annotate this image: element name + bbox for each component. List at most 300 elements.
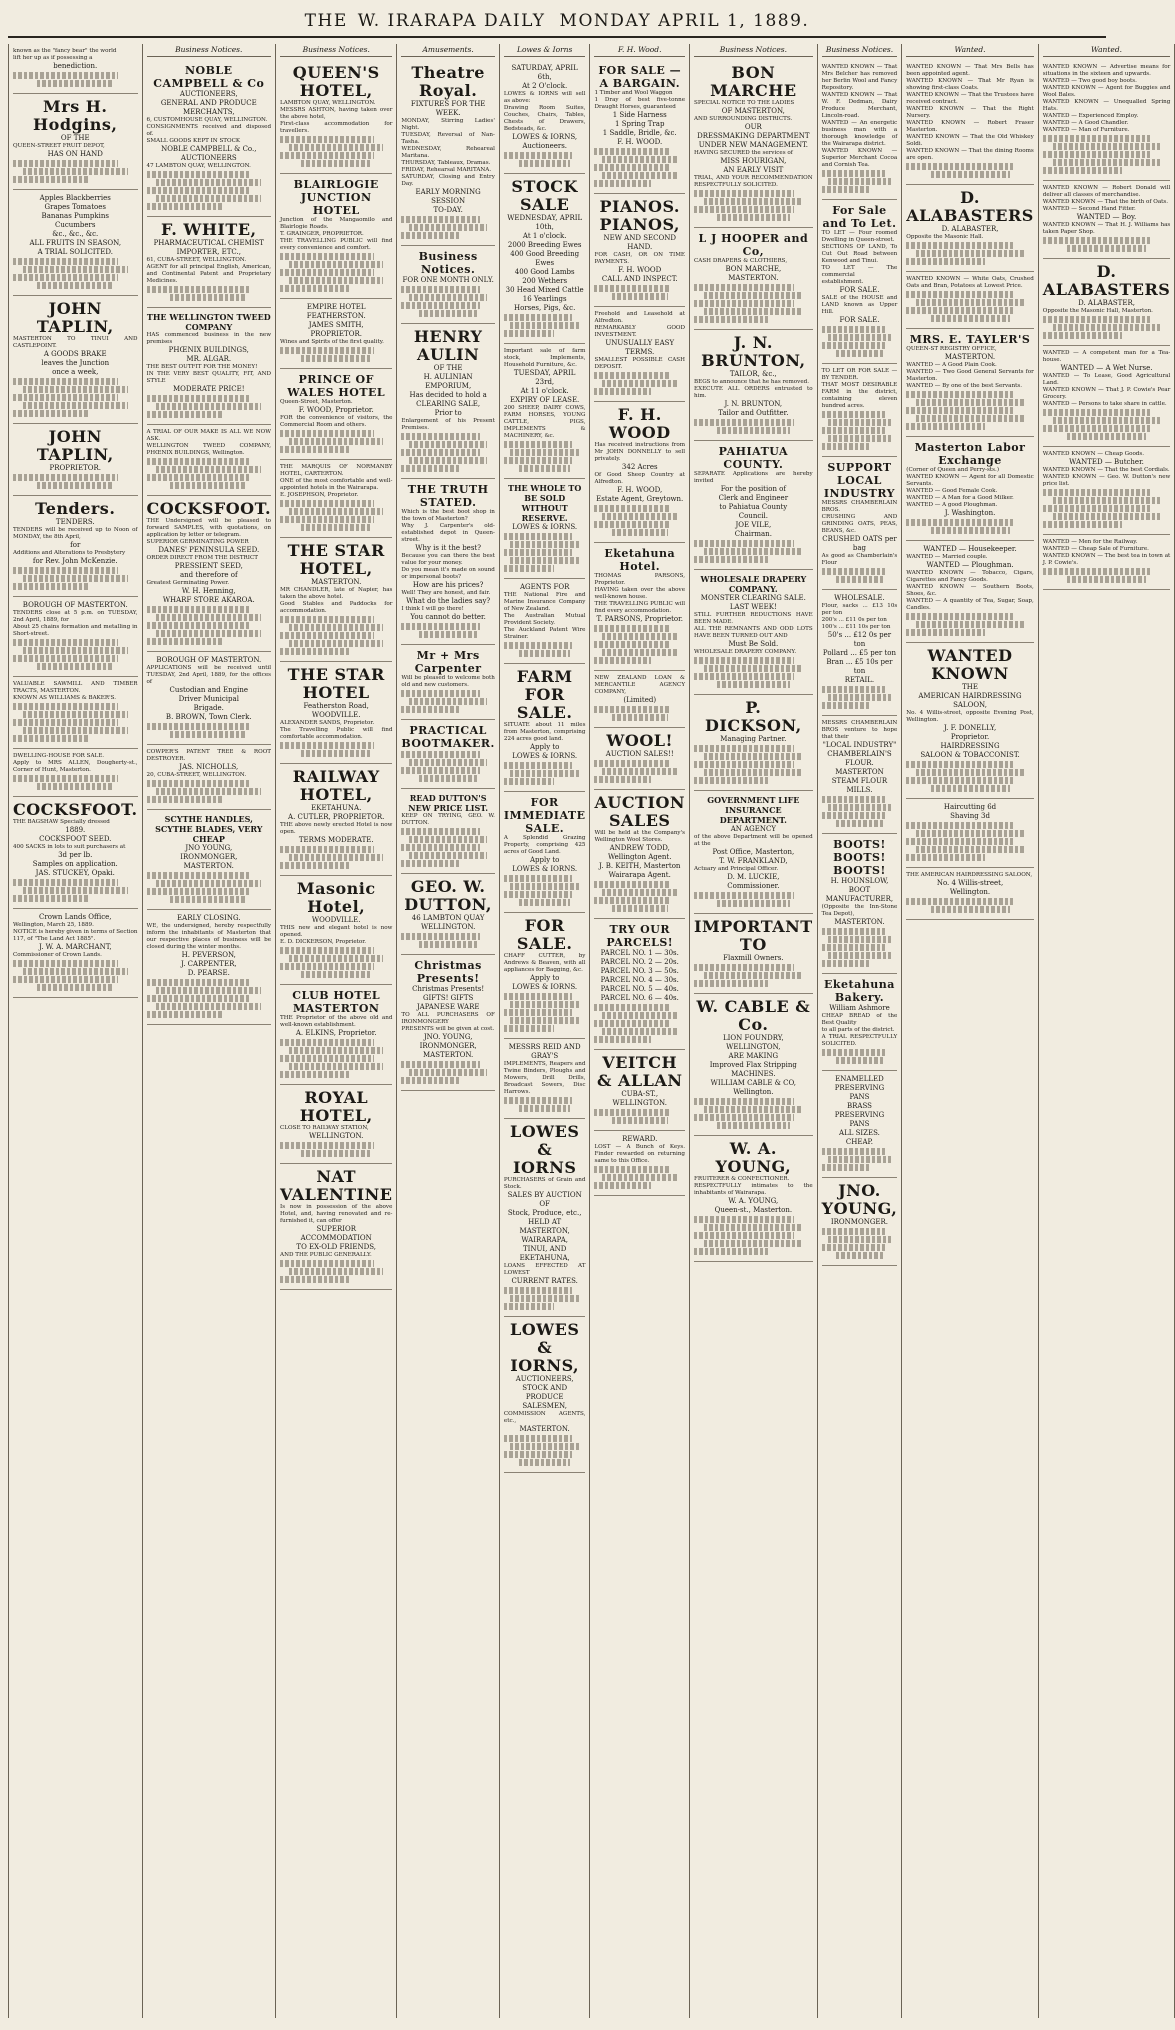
body-text-block: [13, 474, 118, 481]
body-text-block: [906, 761, 1013, 768]
body-text-block: [301, 355, 371, 362]
ad-line: 20, CUBA-STREET, WELLINGTON.: [146, 772, 247, 778]
ad-line: WANTED — By one of the best Servants.: [906, 383, 1022, 389]
body-text-block: [13, 567, 118, 574]
body-text-block: [504, 778, 555, 785]
ad-line: TO EX-OLD FRIENDS,: [296, 1243, 376, 1251]
ad-headline: JNO. YOUNG,: [821, 1181, 898, 1218]
ad-line: &c., &c., &c.: [52, 230, 99, 238]
advertisement: [822, 716, 898, 834]
ad-line: Why J. Carpenter's old-established depot in Queen-street.: [401, 523, 495, 543]
body-text-block: [704, 972, 804, 979]
body-text-block: [519, 899, 570, 906]
advertisement: [906, 437, 1034, 541]
ad-line: RETAIL.: [844, 676, 875, 684]
ad-line: Apply to: [529, 974, 560, 982]
ad-line: GIFTS! GIFTS: [422, 994, 474, 1002]
body-text-block: [23, 887, 128, 894]
body-text-block: [1043, 505, 1150, 512]
ad-line: WANTED — Man of Furniture.: [1042, 127, 1130, 133]
ad-headline: CLUB HOTEL MASTERTON: [292, 989, 381, 1015]
body-text-block: [289, 438, 383, 445]
body-text-block: [280, 1276, 350, 1283]
ad-headline: MRS. E. TAYLER'S: [909, 333, 1031, 346]
ad-line: J. CARPENTER,: [180, 960, 237, 968]
body-text-block: [602, 633, 678, 640]
ad-line: PURCHASERS of Grain and Stock.: [503, 1177, 586, 1190]
body-text-block: [594, 1182, 650, 1189]
body-text-block: [13, 72, 118, 79]
ad-line: 1 Side Harness: [612, 111, 667, 119]
ad-line: A. CUTLER, PROPRIETOR.: [288, 813, 385, 821]
ad-line: IRONMONGER.: [830, 1218, 889, 1226]
column-4: [397, 44, 499, 2018]
body-text-block: [906, 242, 1013, 249]
advertisement: [594, 194, 685, 307]
body-text-block: [906, 391, 1013, 398]
advertisement: [504, 579, 586, 664]
body-text-block: [510, 449, 579, 456]
body-text-block: [289, 854, 383, 861]
body-text-block: [916, 415, 1023, 422]
ad-line: TINUI, AND: [522, 1245, 567, 1253]
advertisement: [594, 790, 685, 919]
advertisement: [13, 909, 138, 998]
body-text-block: [828, 1236, 891, 1243]
ad-line: WEDNESDAY, APRIL 10th,: [507, 214, 583, 231]
ad-line: IMPLEMENTS, Reapers and Twine Binders, Ploughs and Mowers, Drill Drills, Broadcast Sowers, Disc Harrows.: [503, 1061, 586, 1095]
body-text-block: [280, 862, 350, 869]
advertisement: [594, 1131, 685, 1196]
body-text-block: [828, 178, 891, 185]
advertisement: [822, 457, 898, 590]
ad-line: MASTERTON.: [944, 353, 996, 361]
advertisement: [280, 299, 392, 369]
ad-line: EKETAHUNA.: [311, 804, 362, 812]
ad-line: THOMAS PARSONS, Proprietor.: [594, 573, 686, 586]
ad-line: GENERAL AND PRODUCE: [160, 99, 257, 107]
body-text-block: [147, 1011, 224, 1018]
ad-line: JAPANESE WARE: [416, 1003, 480, 1011]
body-text-block: [401, 433, 480, 440]
ad-line: Flour, sacks ... £13 10s per ton: [821, 603, 898, 616]
ad-line: Brigade.: [193, 704, 224, 712]
ad-line: to Pahiatua County: [719, 503, 788, 511]
ad-line: ANDREW TODD,: [609, 844, 670, 852]
advertisement: [280, 1164, 392, 1290]
ad-line: PROPRIETOR.: [49, 464, 101, 472]
body-text-block: [280, 285, 350, 292]
body-text-block: [594, 625, 670, 632]
ad-line: 3d per lb.: [58, 851, 93, 859]
body-text-block: [906, 307, 1013, 314]
body-text-block: [504, 152, 573, 159]
body-text-block: [504, 875, 573, 882]
ad-line: Stock, Produce, etc.,: [507, 1209, 582, 1217]
body-text-block: [401, 449, 480, 456]
ad-line: WANTED KNOWN — That H. J. Williams has taken Paper Shop.: [1042, 222, 1171, 235]
body-text-block: [280, 253, 374, 260]
body-text-block: [13, 655, 118, 662]
ad-line: WANTED KNOWN — That the birth of Oats.: [1042, 199, 1169, 205]
advertisement: [594, 307, 685, 402]
ad-line: LOWES & IORNS.: [512, 523, 578, 531]
ad-line: CHAMBERLAIN'S FLOUR.: [827, 750, 892, 767]
ad-headline: WHOLESALE DRAPERY COMPANY.: [700, 574, 807, 594]
ad-line: H. HOUNSLOW,: [830, 877, 889, 885]
ad-line: Drawing Room Suites, Couches, Chairs, Tables, Chests of Drawers, Bedsteads, &c.: [503, 105, 586, 132]
body-text-block: [23, 647, 128, 654]
ad-line: Driver Municipal: [178, 695, 239, 703]
ad-line: MACHINES.: [731, 1070, 776, 1078]
ad-line: 1889.: [65, 826, 86, 834]
body-text-block: [37, 282, 114, 289]
ad-line: PARCEL NO. 4 — 30s.: [600, 976, 679, 984]
ad-line: W. A. YOUNG,: [728, 1197, 779, 1205]
body-text-block: [1053, 324, 1160, 331]
ad-headline: Business Notices.: [418, 250, 478, 276]
advertisement: [594, 671, 685, 728]
body-text-block: [147, 474, 252, 481]
body-text-block: [280, 616, 374, 623]
ad-headline: PIANOS. PIANOS,: [599, 197, 680, 234]
ad-line: Will be held at the Company's Wellington Wool Stores.: [594, 830, 686, 843]
advertisement: [906, 185, 1034, 272]
ad-line: TO LET — The commercial establishment.: [821, 265, 898, 285]
body-text-block: [409, 698, 488, 705]
ad-headline: IMPORTANT TO: [694, 917, 813, 954]
ad-line: EXPIRY OF LEASE.: [510, 396, 580, 404]
body-text-block: [822, 411, 885, 418]
ad-headline: SCYTHE HANDLES, SCYTHE BLADES, VERY CHEAP: [155, 814, 263, 844]
ad-line: LOANS EFFECTED AT LOWEST: [503, 1263, 586, 1276]
body-text-block: [504, 1303, 555, 1310]
body-text-block: [694, 777, 768, 784]
ad-line: WANTED — To Lease, Good Agricultural Land.: [1042, 373, 1171, 386]
ad-line: RESPECTFULLY intimates to the inhabitants of Wairarapa.: [694, 1183, 813, 1196]
ad-line: PRESENTS will be given at cost.: [401, 1026, 495, 1032]
advertisement: [504, 60, 586, 174]
ad-line: leaves the Junction: [41, 359, 110, 367]
ad-headline: NOBLE CAMPBELL & Co: [153, 64, 265, 90]
ad-headline: READ DUTTON'S NEW PRICE LIST.: [408, 793, 488, 813]
body-text-block: [828, 419, 891, 426]
advertisement: [280, 174, 392, 299]
ad-line: Queen-Street, Masterton.: [280, 399, 353, 405]
ad-line: MR. ALGAR.: [186, 355, 232, 363]
column-5: [500, 44, 591, 2018]
ad-line: NEW ZEALAND LOAN & MERCANTILE AGENCY COMPANY,: [594, 675, 686, 695]
ad-line: SALES BY AUCTION OF: [507, 1191, 582, 1208]
ad-line: LOWES & IORNS.: [512, 983, 578, 991]
advertisement: [13, 749, 138, 797]
ad-headline: Tenders.: [35, 499, 116, 518]
body-text-block: [37, 984, 114, 991]
ad-line: FOR the convenience of visitors, the Commercial Room and others.: [280, 415, 393, 428]
body-text-block: [280, 446, 350, 453]
body-text-block: [594, 1109, 670, 1116]
ad-line: Estate Agent, Greytown.: [596, 495, 684, 503]
body-text-block: [602, 1028, 678, 1035]
advertisement: [13, 797, 138, 909]
body-text-block: [280, 742, 374, 749]
body-text-block: [289, 277, 383, 284]
ad-line: CALL AND INSPECT.: [601, 275, 678, 283]
body-text-block: [13, 735, 90, 742]
ad-line: Wellington.: [949, 888, 991, 896]
advertisement: [504, 174, 586, 344]
ad-line: MASTERTON: [835, 768, 884, 776]
body-text-block: [280, 947, 374, 954]
ad-line: MASTERTON,: [519, 1227, 570, 1235]
body-text-block: [504, 533, 573, 540]
body-text-block: [401, 465, 459, 472]
advertisement: [504, 1039, 586, 1119]
body-text-block: [931, 785, 1010, 792]
ad-line: WANTED — A quantity of Tea, Sugar, Soap, Candles.: [906, 598, 1034, 611]
body-text-block: [1053, 513, 1160, 520]
ad-line: WANTED KNOWN — That Mrs Bells has been appointed agent.: [906, 64, 1034, 77]
advertisement: [13, 496, 138, 597]
ad-line: PARCEL NO. 6 — 40s.: [600, 994, 679, 1002]
ad-line: Actuary and Principal Officer.: [694, 866, 779, 872]
ad-line: MESSRS ASHTON, having taken over the above hotel,: [280, 107, 393, 120]
ad-line: Samples on application.: [32, 860, 118, 868]
ad-line: WANTED — Men for the Railway.: [1042, 539, 1138, 545]
ad-line: WANTED KNOWN — Cheap Goods.: [1042, 451, 1145, 457]
ad-line: IMPORTER, ETC.,: [176, 248, 241, 256]
ad-line: JOE VILE,: [735, 521, 772, 529]
ad-line: E. D. DICKERSON, Proprietor.: [280, 939, 367, 945]
advertisement: [594, 728, 685, 790]
ad-headline: THE STAR HOTEL,: [287, 541, 385, 578]
ad-line: SATURDAY, Closing and Entry Day.: [401, 174, 495, 187]
body-text-block: [594, 881, 670, 888]
ad-line: WANTED — A Wet Nurse.: [1060, 364, 1153, 372]
ad-line: Apply to MRS ALLEN, Dougherty-st., Corner of Hunt, Masterton.: [13, 760, 138, 773]
ad-line: Because you can there the best value for your money.: [401, 553, 495, 566]
ad-line: Tailor and Outfitter.: [718, 409, 789, 417]
ad-line: Enlargement of his Present Premises.: [401, 418, 495, 431]
body-text-block: [694, 892, 794, 899]
body-text-block: [717, 900, 791, 907]
ad-line: PARCEL NO. 1 — 30s.: [600, 949, 679, 957]
ad-line: PHARMACEUTICAL CHEMIST: [153, 239, 264, 247]
advertisement: [13, 94, 138, 190]
advertisement: [906, 868, 1034, 920]
body-text-block: [409, 1069, 488, 1076]
body-text-block: [37, 783, 114, 790]
body-text-block: [822, 812, 885, 819]
ad-line: WELLINGTON TWEED COMPANY, PHŒNIX BUILDINGS, Wellington.: [146, 443, 272, 456]
ad-line: HAVING taken over the above well-known house.: [594, 587, 686, 600]
ad-line: OF THE: [433, 364, 463, 372]
masthead-title: W. IRARAPA DAILY: [357, 11, 546, 31]
ad-line: BON MARCHE,: [725, 265, 782, 273]
body-text-block: [931, 171, 1010, 178]
ad-line: MERCHANTS,: [182, 108, 235, 116]
ad-headline: FARM FOR SALE.: [516, 667, 573, 722]
body-text-block: [504, 549, 573, 556]
ad-line: F. H. WOOD.: [617, 138, 663, 146]
body-text-block: [822, 928, 885, 935]
body-text-block: [694, 316, 768, 323]
ad-line: THE AMERICAN HAIRDRESSING SALOON,: [906, 872, 1033, 878]
ad-line: How are his prices?: [412, 581, 484, 589]
ad-line: CHEAP BREAD of the Best Quality: [821, 1013, 898, 1026]
ad-line: Apply to: [529, 856, 560, 864]
ad-line: WANTED KNOWN — That Mr Ryan is showing first-class Coats.: [906, 78, 1034, 91]
body-text-block: [704, 1106, 804, 1113]
advertisement: [822, 364, 898, 457]
body-text-block: [822, 960, 869, 967]
ad-line: FIXTURES FOR THE WEEK.: [410, 100, 486, 117]
ad-line: FRIDAY, Rehearsal MARITANA.: [401, 167, 492, 173]
body-text-block: [409, 836, 488, 843]
ad-line: Cucumbers: [55, 221, 96, 229]
body-text-block: [147, 395, 252, 402]
body-text-block: [704, 665, 804, 672]
body-text-block: [156, 987, 261, 994]
ad-line: 1 Dray of best five-tonne Draught Horses, guaranteed: [594, 97, 686, 110]
advertisement: [147, 652, 272, 745]
body-text-block: [519, 160, 570, 167]
body-text-block: [409, 852, 488, 859]
body-text-block: [828, 435, 891, 442]
body-text-block: [822, 1164, 869, 1171]
advertisement: [504, 792, 586, 913]
advertisement: [822, 974, 898, 1071]
body-text-block: [147, 888, 252, 895]
ad-line: 50's ... £12 0s per ton: [827, 631, 892, 648]
ad-line: What do the ladies say?: [406, 597, 491, 605]
ad-line: At 2 O'clock.: [522, 82, 568, 90]
ad-line: WANTED KNOWN — That the Old Whiskey Soldi.: [906, 134, 1034, 147]
body-text-block: [280, 516, 374, 523]
ad-line: BOROUGH OF MASTERTON.: [22, 601, 128, 609]
ad-line: JAS. STUCKEY, Opaki.: [35, 869, 115, 877]
body-text-block: [280, 1142, 374, 1149]
ad-headline: For Sale and To Let.: [822, 204, 897, 230]
body-text-block: [704, 753, 804, 760]
ad-line: 1 Timber and Wool Waggon: [594, 90, 673, 96]
body-text-block: [289, 508, 383, 515]
body-text-block: [694, 190, 794, 197]
body-text-block: [13, 410, 90, 417]
ad-line: ALEXANDER SANDS, Proprietor.: [280, 720, 375, 726]
ad-line: CLEARING SALE,: [416, 400, 481, 408]
body-text-block: [836, 1057, 883, 1064]
ad-line: T. GRAINGER, PROPRIETOR.: [280, 231, 364, 237]
body-text-block: [594, 897, 670, 904]
ad-line: THIS new and elegant hotel is now opened.: [280, 925, 393, 938]
advertisement: [401, 720, 494, 789]
body-text-block: [280, 1055, 374, 1062]
ad-line: PRESERVING: [834, 1084, 885, 1092]
ad-line: QUEEN-STREET FRUIT DEPOT,: [13, 143, 105, 149]
body-text-block: [170, 731, 247, 738]
body-text-block: [504, 441, 573, 448]
advertisement: [280, 538, 392, 662]
ad-line: TO ALL PURCHASERS OF IRONMONGERY: [401, 1012, 495, 1025]
ad-line: THE: [962, 683, 978, 691]
body-text-block: [401, 232, 459, 239]
body-text-block: [504, 1009, 573, 1016]
ad-line: MR CHANDLER, late of Napier, has taken the above hotel.: [280, 587, 393, 600]
ad-line: PRESERVING: [834, 1111, 885, 1119]
body-text-block: [13, 583, 90, 590]
body-text-block: [822, 1049, 885, 1056]
body-text-block: [23, 266, 128, 273]
ad-line: 200 Wethers: [522, 277, 568, 285]
body-text-block: [147, 458, 252, 465]
body-text-block: [822, 427, 885, 434]
body-text-block: [828, 1156, 891, 1163]
ad-line: Crown Lands Office,: [39, 913, 112, 921]
ad-line: WANTED KNOWN — That the dining Rooms are open.: [906, 148, 1034, 161]
ad-line: HAVING SECURED the services of: [694, 150, 793, 156]
body-text-block: [13, 879, 118, 886]
body-text-block: [504, 642, 573, 649]
body-text-block: [519, 1105, 570, 1112]
advertisement: [906, 643, 1034, 799]
ad-line: F. H. WOOD: [618, 266, 662, 274]
ad-headline: Mrs H. Hodgins,: [33, 97, 118, 134]
ad-line: MASTERTON TO TINUI AND CASTLEPOINT.: [13, 336, 138, 349]
ad-line: THE TRAVELLING PUBLIC will find every convenience and comfort.: [280, 238, 393, 251]
ad-line: STEAM FLOUR MILLS.: [831, 777, 888, 794]
ad-line: AN EARLY VISIT: [723, 166, 784, 174]
body-text-block: [519, 465, 570, 472]
ad-headline: LOWES & IORNS: [509, 1122, 580, 1177]
body-text-block: [401, 216, 480, 223]
body-text-block: [836, 350, 883, 357]
body-text-block: [1043, 237, 1150, 244]
advertisement: [694, 228, 813, 330]
ad-line: WANTED — Experienced Employ.: [1042, 113, 1139, 119]
ad-line: ALL THE REMNANTS AND ODD LOTS HAVE BEEN TURNED OUT AND: [694, 626, 813, 639]
ad-line: The Travelling Public will find comfortable accommodation.: [280, 727, 393, 740]
ad-line: BEGS to announce that he has removed.: [694, 379, 809, 385]
body-text-block: [594, 1004, 670, 1011]
body-text-block: [704, 548, 804, 555]
ad-line: LOWES & IORNS will sell as above:: [503, 91, 586, 104]
ad-line: Auctioneers.: [522, 142, 568, 150]
body-text-block: [612, 714, 668, 721]
advertisement: [906, 60, 1034, 185]
ad-line: Christmas Presents!: [412, 985, 485, 993]
body-text-block: [594, 148, 670, 155]
body-text-block: [822, 170, 885, 177]
body-text-block: [828, 952, 891, 959]
ad-line: CASH DRAPERS & CLOTHIERS,: [694, 258, 788, 264]
body-text-block: [519, 650, 570, 657]
ad-line: THE Undersigned will be pleased to forward SAMPLES, with quotations, on application by letter or telegram.: [146, 518, 272, 538]
body-text-block: [1067, 433, 1146, 440]
body-text-block: [694, 206, 794, 213]
body-text-block: [23, 968, 128, 975]
ad-line: At 11 o'clock.: [520, 387, 569, 395]
column-heading: Wanted.: [906, 44, 1034, 57]
ad-line: 46 LAMBTON QUAY: [411, 914, 485, 922]
ad-line: THE National Fire and Marine Insurance Company of New Zealand.: [503, 592, 586, 612]
body-text-block: [401, 844, 480, 851]
ad-line: SALOON,: [953, 701, 987, 709]
body-text-block: [519, 1459, 570, 1466]
ad-line: Greatest Germinating Power.: [146, 580, 230, 586]
ad-line: WANTED KNOWN — That Mrs Belcher has removed her Berlin Wool and Fancy Repository.: [821, 64, 898, 91]
body-text-block: [694, 657, 794, 664]
